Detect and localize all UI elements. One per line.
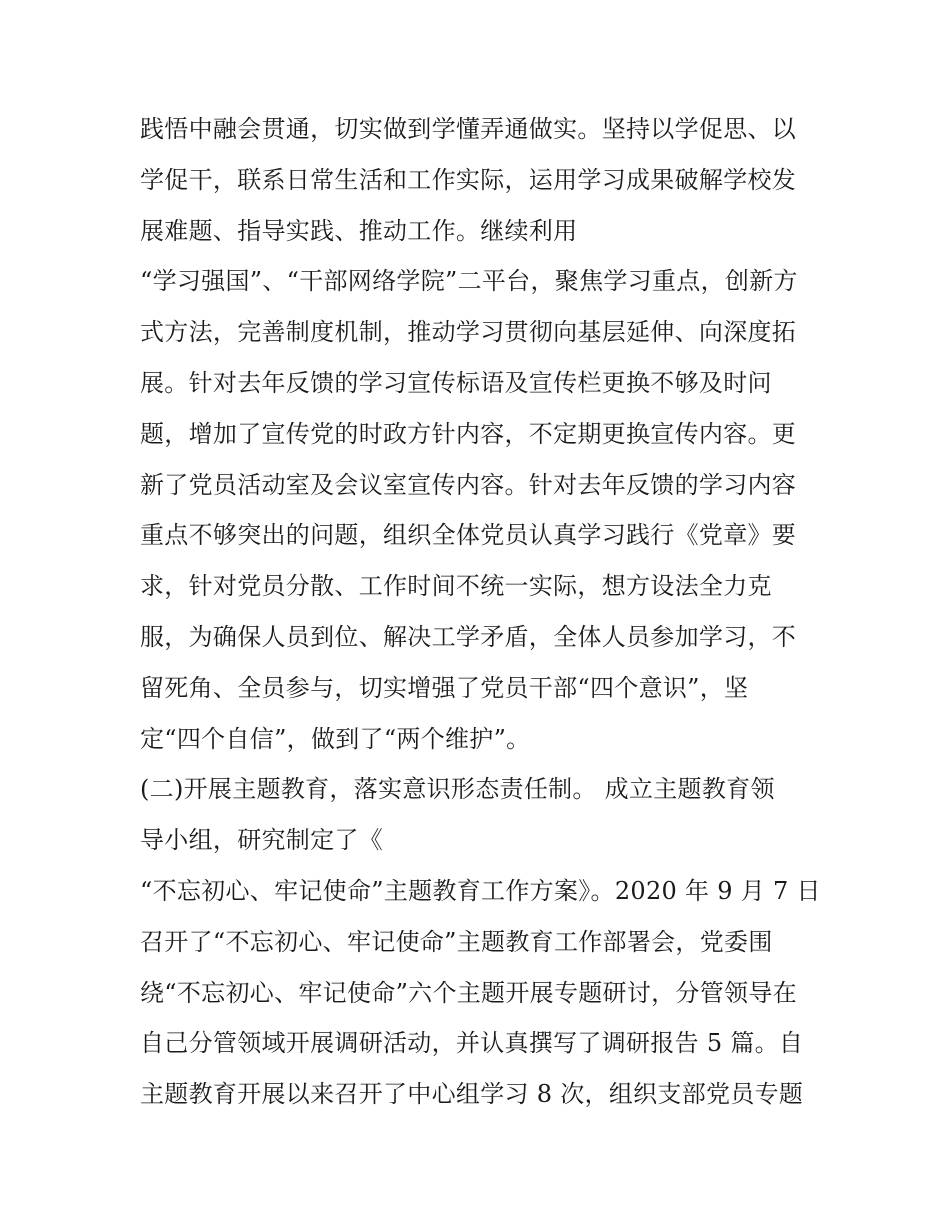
text-line: 服，为确保人员到位、解决工学矛盾，全体人员参加学习，不 [140,622,797,651]
text-line: 召开了“不忘初心、牢记使命”主题教育工作部署会，党委围 [140,927,773,956]
text-line: 展。针对去年反馈的学习宣传标语及宣传栏更换不够及时问 [140,368,772,397]
text-line: 求，针对党员分散、工作时间不统一实际，想方设法全力克 [140,572,772,601]
text-line: 导小组，研究制定了《 [140,826,383,855]
text-line: “不忘初心、牢记使命”主题教育工作方案》。2020 年 9 月 7 日 [140,876,821,905]
text-line: 学促干，联系日常生活和工作实际，运用学习成果破解学校发 [140,165,797,194]
body-text [140,104,820,1120]
text-line: 践悟中融会贯通，切实做到学懂弄通做实。坚持以学促思、以 [140,115,797,143]
text-line: 定“四个自信”，做到了“两个维护”。 [140,724,531,753]
text-line: 留死角、全员参与，切实增强了党员干部“四个意识”，坚 [140,673,749,702]
text-line: 自己分管领域开展调研活动，并认真撰写了调研报告 5 篇。自 [140,1029,804,1058]
text-line: 新了党员活动室及会议室宣传内容。针对去年反馈的学习内容 [140,470,797,499]
text-line: 展难题、指导实践、推动工作。继续利用 [140,216,578,245]
text-line: 式方法，完善制度机制，推动学习贯彻向基层延伸、向深度拓 [140,318,797,347]
text-line: 主题教育开展以来召开了中心组学习 8 次，组织支部党员专题 [140,1080,804,1109]
text-line: 题，增加了宣传党的时政方针内容，不定期更换宣传内容。更 [140,419,797,448]
text-line: 重点不够突出的问题，组织全体党员认真学习践行《党章》要 [140,521,797,550]
text-line: “学习强国”、“干部网络学院”二平台，聚焦学习重点，创新方 [140,267,798,296]
text-line: 绕“不忘初心、牢记使命”六个主题开展专题研讨，分管领导在 [140,978,797,1007]
section-heading-line: (二)开展主题教育，落实意识形态责任制。 成立主题教育领 [140,775,775,804]
